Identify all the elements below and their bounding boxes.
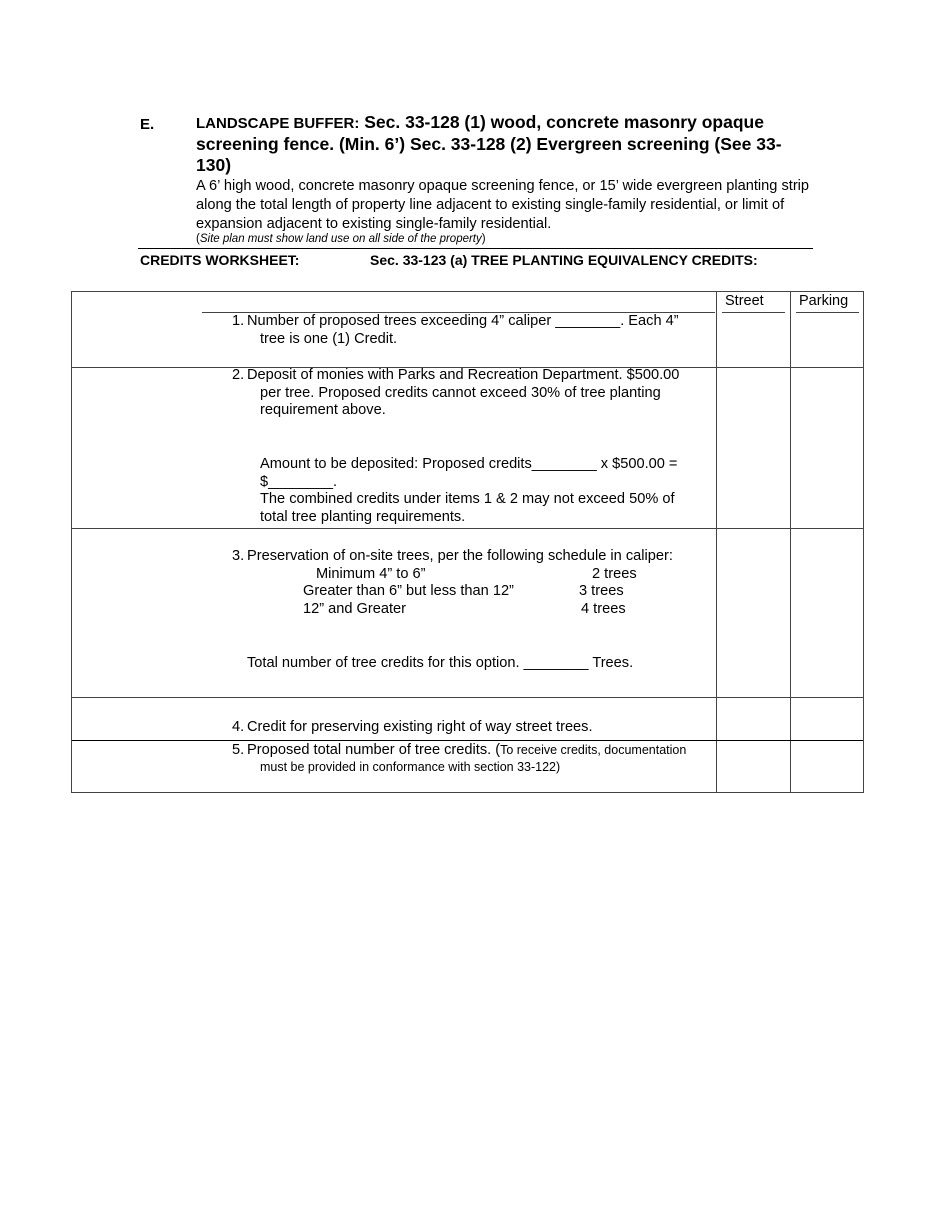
item-text: $________. bbox=[260, 474, 338, 490]
item-text: total tree planting requirements. bbox=[260, 509, 466, 525]
schedule-size: Minimum 4” to 6” bbox=[316, 566, 426, 582]
item-text: The combined credits under items 1 & 2 may not exceed 50% of bbox=[260, 491, 675, 507]
header-underline bbox=[796, 312, 859, 313]
header-underline bbox=[722, 312, 785, 313]
column-header-street: Street bbox=[725, 293, 764, 309]
item-text: per tree. Proposed credits cannot exceed 30% of tree planting bbox=[260, 385, 661, 401]
section-letter: E. bbox=[140, 116, 155, 133]
item-number: 3. bbox=[232, 548, 245, 564]
section-note: (Site plan must show land use on all side of the property) bbox=[196, 233, 486, 245]
column-header-parking: Parking bbox=[799, 293, 849, 309]
divider bbox=[138, 248, 813, 249]
credits-table bbox=[71, 291, 864, 793]
row-border bbox=[72, 697, 863, 698]
section-heading bbox=[196, 112, 816, 176]
worksheet-label: CREDITS WORKSHEET: bbox=[140, 252, 300, 268]
item-text: Credit for preserving existing right of way street trees. bbox=[247, 719, 593, 735]
item-text: requirement above. bbox=[260, 402, 386, 418]
schedule-trees: 2 trees bbox=[592, 566, 637, 582]
item-number: 5. bbox=[232, 742, 245, 758]
item-text: Preservation of on-site trees, per the following schedule in caliper: bbox=[247, 548, 673, 564]
section-body: A 6’ high wood, concrete masonry opaque screening fence, or 15’ wide evergreen planting strip along the total length of property line adjacent to existing single-family residential, or limit of expansion adjacent to existing single-family residential. bbox=[196, 178, 810, 232]
item-text: must be provided in conformance with section 33-122) bbox=[260, 760, 561, 774]
row-border bbox=[72, 740, 863, 741]
schedule-size: Greater than 6” but less than 12” bbox=[303, 583, 514, 599]
item-number: 4. bbox=[232, 719, 245, 735]
schedule-trees: 3 trees bbox=[579, 583, 624, 599]
item-number: 2. bbox=[232, 367, 245, 383]
item-text: Amount to be deposited: Proposed credits________ x $500.00 = bbox=[260, 456, 678, 472]
schedule-size: 12” and Greater bbox=[303, 601, 407, 617]
item-text: Deposit of monies with Parks and Recreation Department. $500.00 bbox=[247, 367, 680, 383]
section-title-lead: LANDSCAPE BUFFER: bbox=[196, 115, 360, 132]
section-title-rest: Sec. 33-128 (1) wood, concrete masonry opaque screening fence. (Min. 6’) Sec. 33-128 (2) Evergreen screening (See 33-130) bbox=[196, 112, 782, 175]
schedule-trees: 4 trees bbox=[581, 601, 626, 617]
item-text: Total number of tree credits for this option. ________ Trees. bbox=[247, 655, 634, 671]
row-border bbox=[72, 528, 863, 529]
worksheet-section-title: Sec. 33-123 (a) TREE PLANTING EQUIVALENCY CREDITS: bbox=[370, 252, 758, 268]
item-text: Number of proposed trees exceeding 4” caliper ________. Each 4” bbox=[247, 313, 679, 329]
item-text: tree is one (1) Credit. bbox=[260, 331, 398, 347]
section-note-text: Site plan must show land use on all side of the property bbox=[199, 233, 482, 245]
item-text: Proposed total number of tree credits. (To receive credits, documentation bbox=[247, 742, 687, 758]
item-number: 1. bbox=[232, 313, 245, 329]
